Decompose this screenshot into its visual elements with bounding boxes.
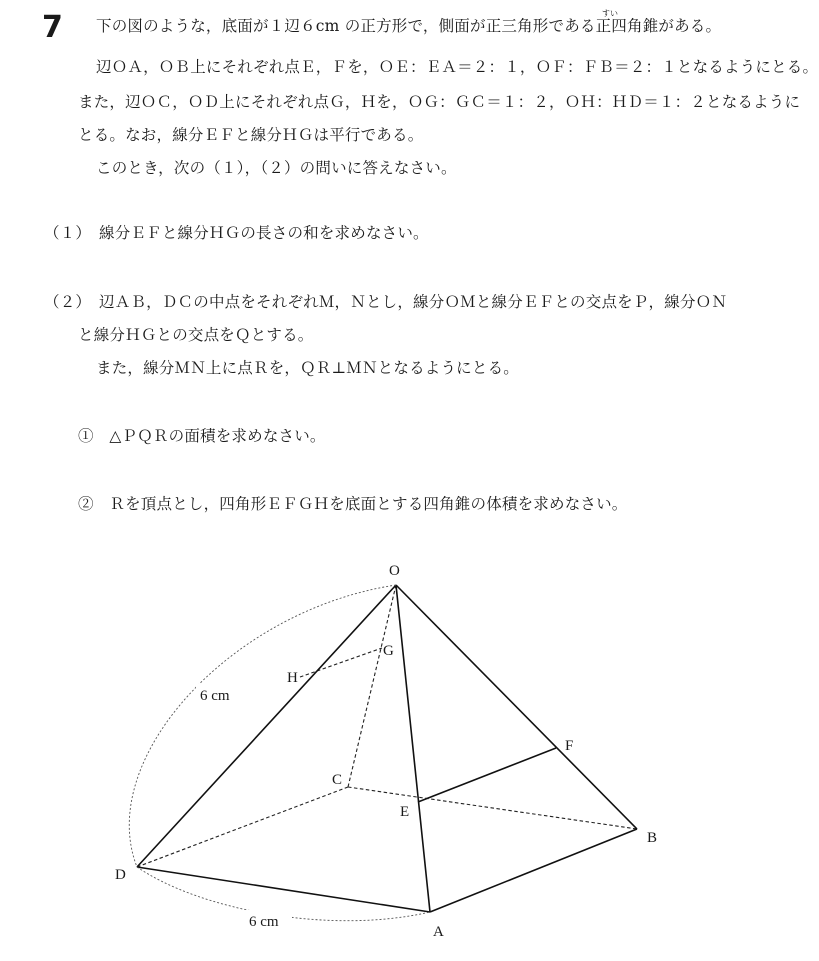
intro-line-5: このとき，次の（１），（２）の問いに答えなさい。 [96,159,457,177]
question-2-line-1: （２） 辺ＡＢ，ＤＣの中点をそれぞれＭ，Ｎとし，線分ＯＭと線分ＥＦとの交点をＰ，線分ＯＮ [44,293,728,311]
question-1: （１） 線分ＥＦと線分ＨＧの長さの和を求めなさい。 [44,224,429,242]
edge-AB [430,829,637,912]
subquestion-1: ① △ＰＱＲの面積を求めなさい。 [78,427,326,445]
label-B: B [647,830,658,846]
furigana: すい [602,9,618,18]
segment-EF [418,748,556,802]
intro-line-1: 下の図のような，底面が１辺６cm の正方形で，側面が正三角形である正四角錐がある。 [96,17,722,35]
intro-line-4: とる。なお，線分ＥＦと線分ＨＧは平行である。 [78,126,424,144]
label-O: O [389,563,400,579]
edge-OB [396,585,637,829]
label-E: E [400,804,410,820]
label-H: H [287,670,298,686]
label-F: F [565,738,574,754]
edge-CD [137,787,348,867]
intro-line-2: 辺ＯＡ，ＯＢ上にそれぞれ点Ｅ，Ｆを，ＯＥ：ＥＡ＝２：１，ＯＦ：ＦＢ＝２：１となるようにとる。 [96,58,819,76]
segment-HG [300,648,382,677]
length-label-OD: 6 cm [200,688,230,704]
length-label-DA: 6 cm [249,914,279,930]
edge-CB [348,787,637,829]
label-G: G [383,643,394,659]
problem-number: 7 [42,10,63,45]
edge-OC [348,585,396,787]
edge-OD [137,585,396,867]
label-C: C [332,772,343,788]
label-A: A [433,924,444,940]
question-2-line-2: と線分ＨＧとの交点をＱとする。 [78,326,314,344]
label-D: D [115,867,126,883]
dimension-arc-OD [129,585,396,867]
intro-line-3: また，辺ＯＣ，ＯＤ上にそれぞれ点Ｇ，Ｈを，ＯＧ：ＧＣ＝１：２，ＯＨ：ＨＤ＝１：２となるように [78,93,801,111]
edge-OA [396,585,430,912]
subquestion-2: ② Ｒを頂点とし，四角形ＥＦＧＨを底面とする四角錐の体積を求めなさい。 [78,495,628,513]
question-2-line-3: また，線分ＭＮ上に点Ｒを，ＱＲ⊥ＭＮとなるようにとる。 [96,359,519,377]
